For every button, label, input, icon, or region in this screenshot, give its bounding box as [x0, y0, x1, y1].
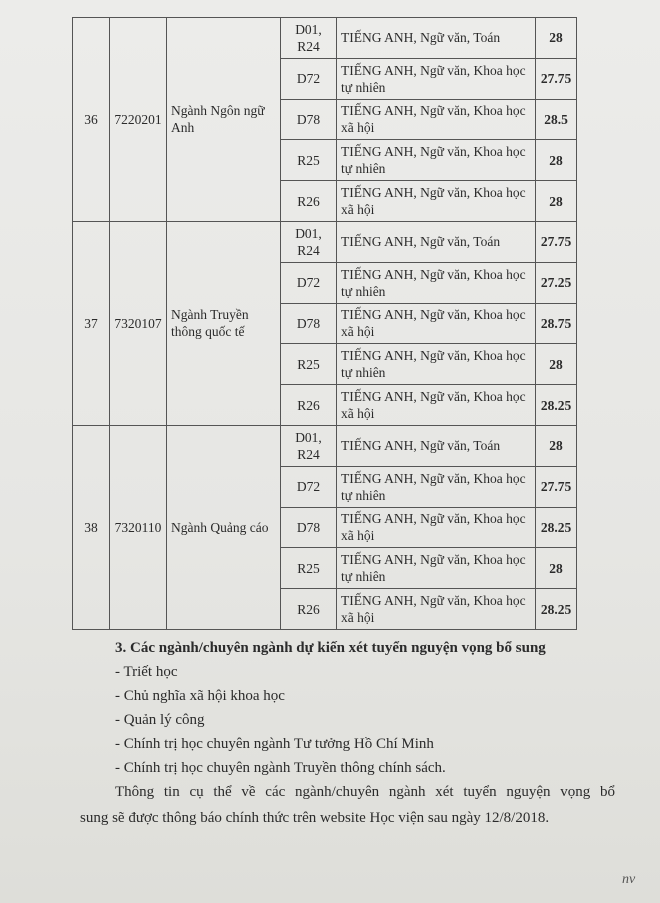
admission-score: 28: [536, 548, 577, 589]
admission-score: 28: [536, 140, 577, 181]
admission-score: 28.75: [536, 303, 577, 344]
subjects: TIẾNG ANH, Ngữ văn, Khoa học tự nhiên: [337, 466, 536, 507]
combo-code: D78: [281, 99, 337, 140]
admission-score: 27.25: [536, 262, 577, 303]
combo-code: R26: [281, 181, 337, 222]
admission-score: 28.25: [536, 507, 577, 548]
combo-code: R26: [281, 385, 337, 426]
combo-code: D72: [281, 466, 337, 507]
section-heading: 3. Các ngành/chuyên ngành dự kiến xét tuyển nguyện vọng bổ sung: [115, 640, 546, 656]
combo-code: D01, R24: [281, 221, 337, 262]
program-name: Ngành Truyền thông quốc tế: [167, 221, 281, 425]
program-code: 7220201: [110, 18, 167, 222]
subjects: TIẾNG ANH, Ngữ văn, Khoa học tự nhiên: [337, 58, 536, 99]
combo-code: R25: [281, 344, 337, 385]
table-row: [73, 18, 577, 59]
list-item: - Chủ nghĩa xã hội khoa học: [115, 688, 285, 704]
list-item: - Quản lý công: [115, 712, 205, 728]
subjects: TIẾNG ANH, Ngữ văn, Toán: [337, 18, 536, 59]
row-number: 38: [73, 425, 110, 629]
subjects: TIẾNG ANH, Ngữ văn, Khoa học tự nhiên: [337, 140, 536, 181]
subjects: TIẾNG ANH, Ngữ văn, Khoa học tự nhiên: [337, 344, 536, 385]
combo-code: D01, R24: [281, 425, 337, 466]
admission-score: 27.75: [536, 221, 577, 262]
admission-score: 28.5: [536, 99, 577, 140]
paragraph-line: sung sẽ được thông báo chính thức trên website Học viện sau ngày 12/8/2018.: [80, 810, 550, 826]
combo-code: D78: [281, 507, 337, 548]
subjects: TIẾNG ANH, Ngữ văn, Toán: [337, 425, 536, 466]
combo-code: R25: [281, 140, 337, 181]
program-code: 7320107: [110, 221, 167, 425]
combo-code: R25: [281, 548, 337, 589]
row-number: 36: [73, 18, 110, 222]
combo-code: D72: [281, 262, 337, 303]
subjects: TIẾNG ANH, Ngữ văn, Khoa học xã hội: [337, 181, 536, 222]
subjects: TIẾNG ANH, Ngữ văn, Khoa học xã hội: [337, 385, 536, 426]
combo-code: R26: [281, 589, 337, 630]
subjects: TIẾNG ANH, Ngữ văn, Khoa học xã hội: [337, 589, 536, 630]
subjects: TIẾNG ANH, Ngữ văn, Toán: [337, 221, 536, 262]
program-code: 7320110: [110, 425, 167, 629]
combo-code: D78: [281, 303, 337, 344]
subjects: TIẾNG ANH, Ngữ văn, Khoa học xã hội: [337, 507, 536, 548]
list-item: - Chính trị học chuyên ngành Tư tưởng Hồ Chí Minh: [115, 736, 434, 752]
subjects: TIẾNG ANH, Ngữ văn, Khoa học xã hội: [337, 99, 536, 140]
combo-code: D72: [281, 58, 337, 99]
program-name: Ngành Quảng cáo: [167, 425, 281, 629]
program-name: Ngành Ngôn ngữ Anh: [167, 18, 281, 222]
admission-score: 27.75: [536, 58, 577, 99]
admission-score: 28.25: [536, 589, 577, 630]
table-row: [73, 425, 577, 466]
admission-score: 28: [536, 425, 577, 466]
admission-score: 28: [536, 181, 577, 222]
table-row: [73, 221, 577, 262]
list-item: - Triết học: [115, 664, 178, 680]
combo-code: D01, R24: [281, 18, 337, 59]
signature-initials: nv: [622, 872, 636, 887]
admission-score: 27.75: [536, 466, 577, 507]
admission-score: 28.25: [536, 385, 577, 426]
subjects: TIẾNG ANH, Ngữ văn, Khoa học tự nhiên: [337, 262, 536, 303]
paragraph-line: Thông tin cụ thể về các ngành/chuyên ngành xét tuyển nguyện vọng bổ: [115, 784, 615, 800]
admission-scores-table: [72, 17, 577, 630]
admission-score: 28: [536, 344, 577, 385]
subjects: TIẾNG ANH, Ngữ văn, Khoa học xã hội: [337, 303, 536, 344]
list-item: - Chính trị học chuyên ngành Truyền thông chính sách.: [115, 760, 446, 776]
row-number: 37: [73, 221, 110, 425]
admission-score: 28: [536, 18, 577, 59]
subjects: TIẾNG ANH, Ngữ văn, Khoa học tự nhiên: [337, 548, 536, 589]
